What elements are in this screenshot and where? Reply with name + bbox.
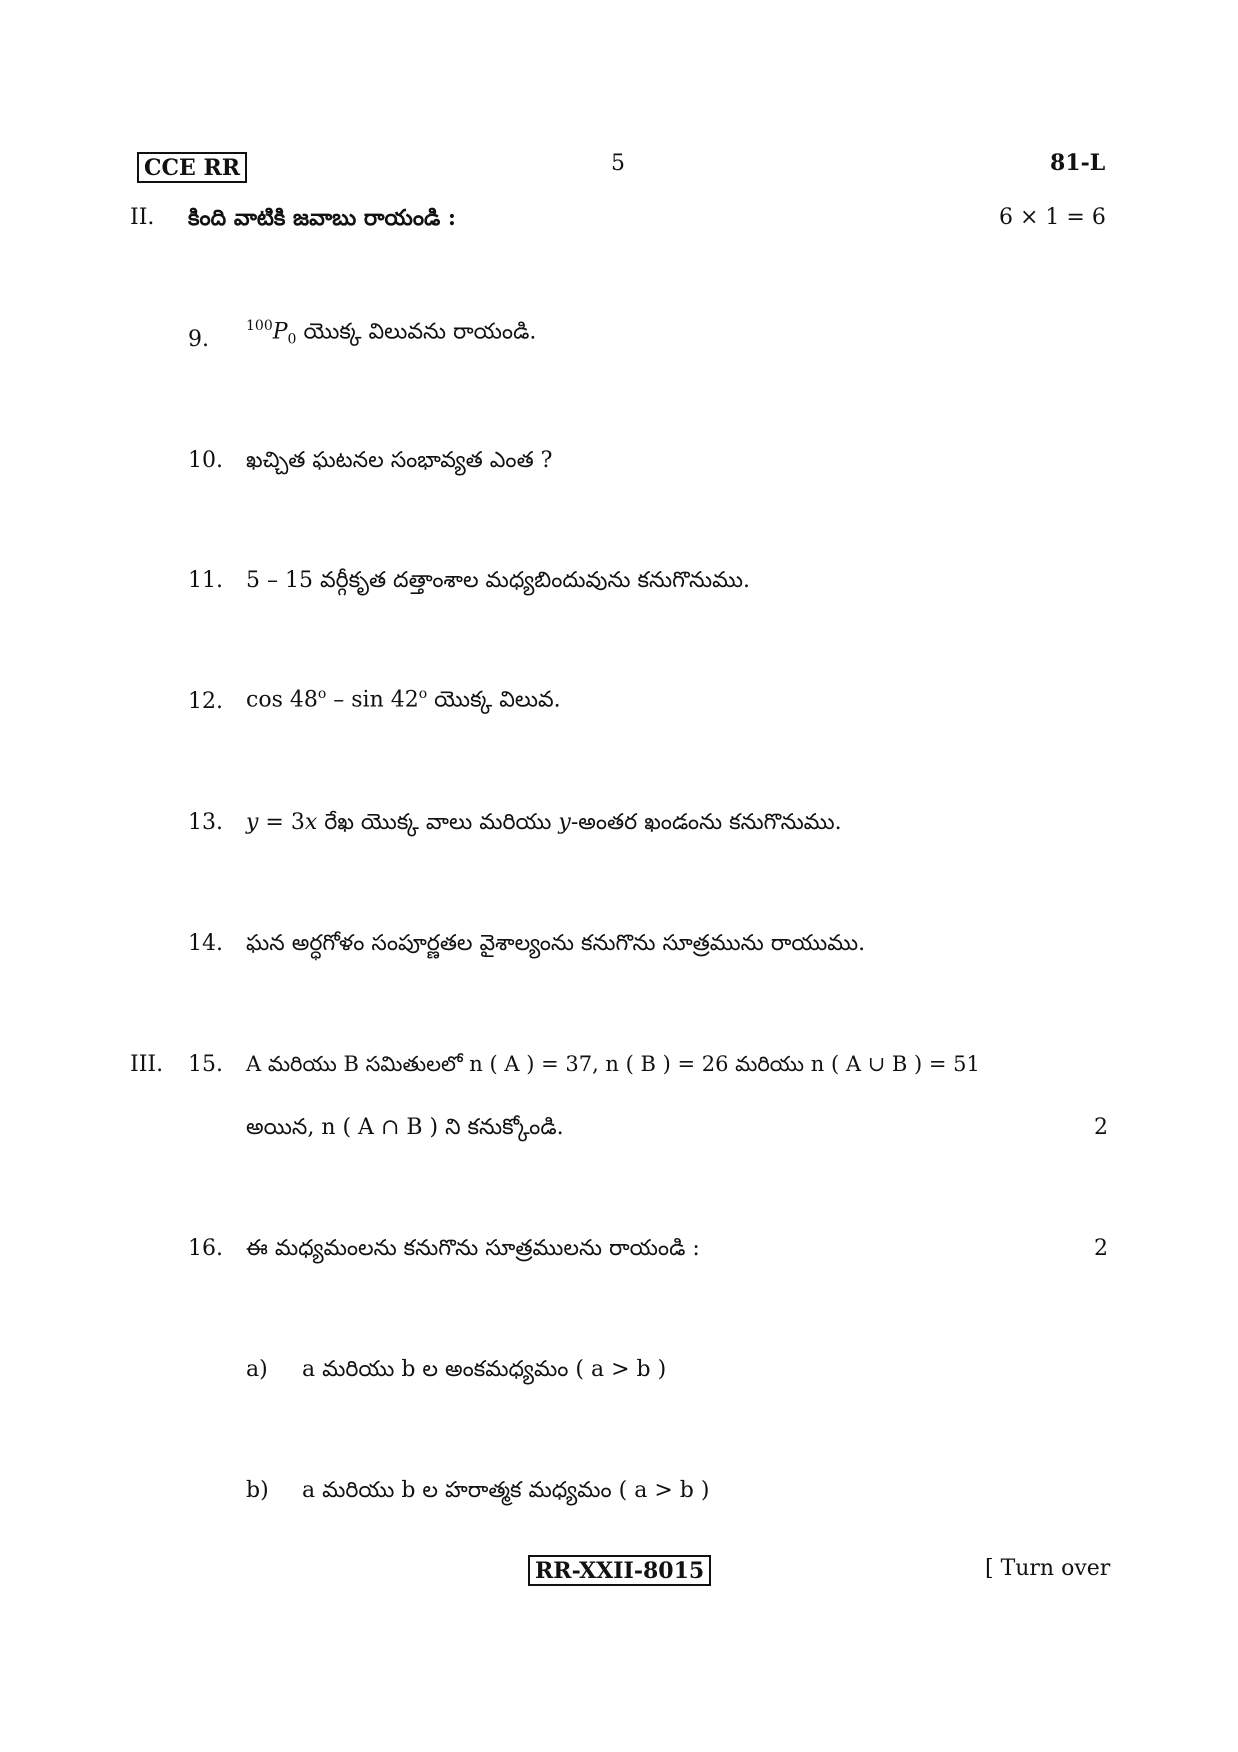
q15-marks: 2	[1094, 1115, 1108, 1140]
turn-over: [ Turn over	[985, 1556, 1111, 1581]
q16-text: ఈ మధ్యమంలను కనుగొను సూత్రములను రాయండి :	[246, 1236, 700, 1261]
section-3-roman: III.	[130, 1052, 164, 1077]
q16-number: 16.	[188, 1236, 223, 1261]
q15-number: 15.	[188, 1052, 223, 1077]
q9-rest: యొక్క విలువను రాయండి.	[296, 319, 537, 345]
page-number: 5	[611, 151, 625, 176]
header-box-label: CCE RR	[137, 152, 247, 183]
q12-sin: – sin 42	[326, 687, 419, 713]
q13-eq: = 3	[258, 810, 305, 835]
q12-deg1: o	[317, 686, 327, 702]
q9-sup: 100	[246, 318, 273, 334]
q13-x: x	[304, 810, 318, 835]
q12-cos: cos 48	[246, 687, 318, 713]
q13-t1: రేఖ యొక్క వాలు మరియు	[317, 810, 559, 835]
q16b-text: a మరియు b ల హరాత్మక మధ్యమం ( a > b )	[302, 1478, 710, 1503]
q10-text: ఖచ్చిత ఘటనల సంభావ్యత ఎంత ?	[246, 448, 553, 473]
footer-code: RR-XXII-8015	[528, 1555, 711, 1586]
q12-deg2: o	[418, 686, 428, 702]
q10-number: 10.	[188, 448, 223, 473]
q14-number: 14.	[188, 931, 223, 956]
q13-y2: y	[558, 810, 571, 835]
q9-number: 9.	[188, 327, 209, 352]
paper-code: 81-L	[1050, 150, 1106, 176]
q9-sub: 0	[287, 331, 297, 348]
q12-text	[246, 686, 561, 717]
q12-rest: యొక్క విలువ.	[427, 687, 561, 713]
q11-number: 11.	[188, 568, 223, 593]
q13-text	[246, 810, 842, 840]
q15-line1: A మరియు B సమితులలో n ( A ) = 37, n ( B ) = 26 మరియు n ( A ∪ B ) = 51	[246, 1052, 980, 1076]
q13-y: y	[246, 810, 259, 835]
q16b-label: b)	[246, 1478, 269, 1503]
section-2-roman: II.	[130, 205, 155, 230]
q16a-text: a మరియు b ల అంకమధ్యమం ( a > b )	[302, 1357, 667, 1382]
q15-line2: అయిన, n ( A ∩ B ) ని కనుక్కోండి.	[246, 1115, 564, 1140]
q12-number: 12.	[188, 689, 223, 714]
section-2-marks: 6 × 1 = 6	[999, 205, 1106, 230]
q16-marks: 2	[1094, 1236, 1108, 1261]
q16a-label: a)	[246, 1357, 268, 1382]
q13-number: 13.	[188, 810, 223, 835]
q13-t2: -అంతర ఖండంను కనుగొనుము.	[570, 810, 842, 835]
q11-text: 5 – 15 వర్గీకృత దత్తాంశాల మధ్యబిందువును కనుగొనుము.	[246, 568, 750, 593]
q9-p: P	[272, 319, 288, 345]
q14-text: ఘన అర్ధగోళం సంపూర్ణతల వైశాల్యంను కనుగొను సూత్రమును రాయుము.	[246, 931, 866, 956]
section-2-instruction: కింది వాటికి జవాబు రాయండి :	[188, 205, 457, 231]
q9-text	[246, 318, 536, 349]
